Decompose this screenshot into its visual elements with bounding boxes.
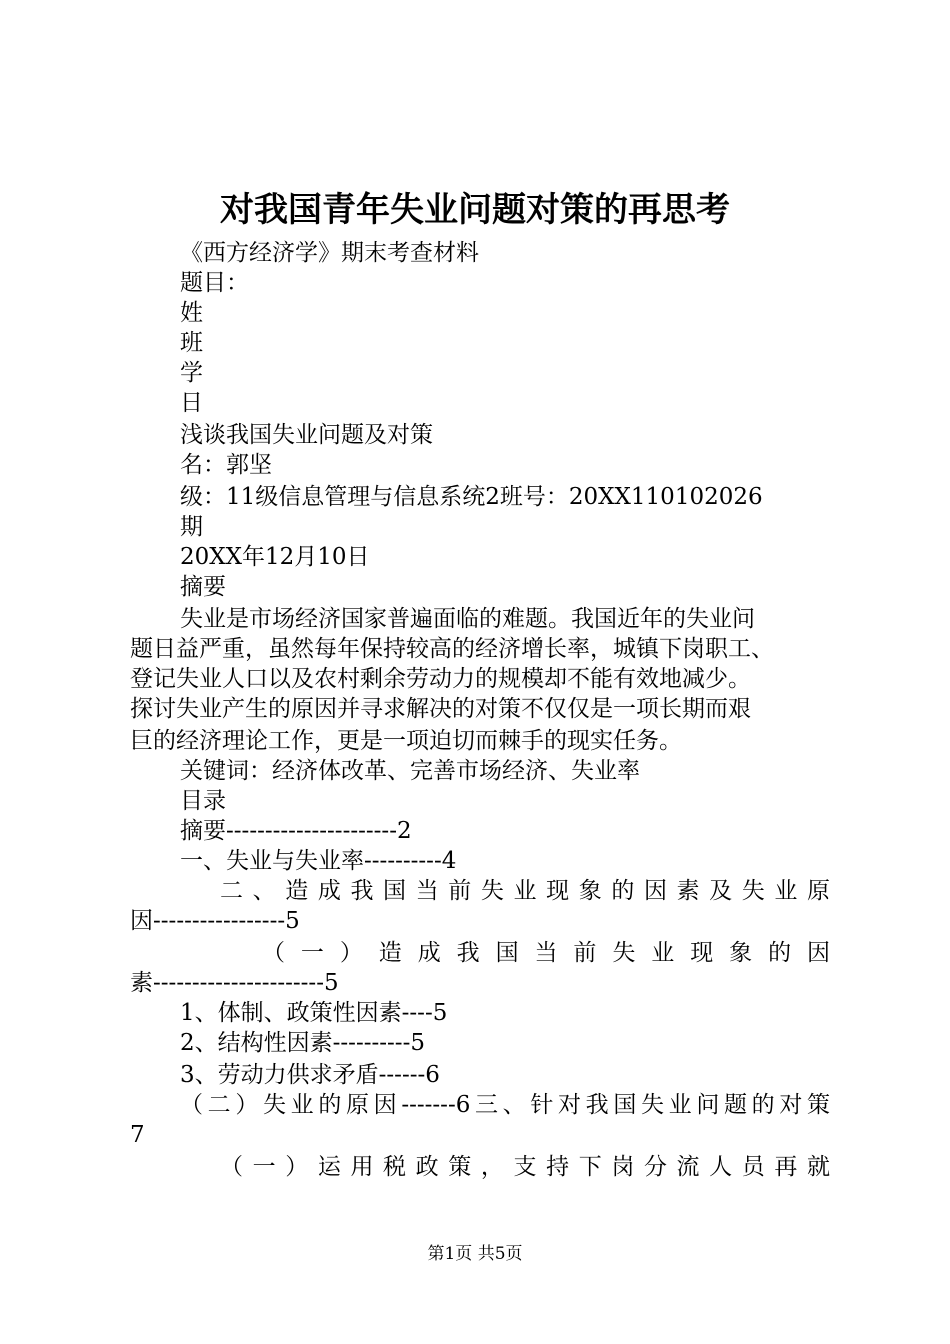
name-label-char: 姓 [180,300,203,326]
toc-entry: 素----------------------5 [130,970,339,996]
toc-entry: 2、结构性因素----------5 [180,1030,425,1056]
topic-value: 浅谈我国失业问题及对策 [180,422,433,448]
toc-entry: 一、失业与失业率----------4 [180,848,457,874]
toc-entry: 3、劳动力供求矛盾------6 [180,1062,440,1088]
document-title: 对我国青年失业问题对策的再思考 [220,190,730,230]
toc-entry: （一）运用税政策，支持下岗分流人员再就 [220,1154,830,1180]
abstract-heading: 摘要 [180,574,226,600]
abstract-line: 题日益严重，虽然每年保持较高的经济增长率，城镇下岗职工、 [130,636,774,662]
topic-label: 题目： [180,270,249,296]
student-label-char: 学 [180,360,203,386]
toc-entry: 因-----------------5 [130,908,300,934]
abstract-line: 探讨失业产生的原因并寻求解决的对策不仅仅是一项长期而艰 [130,696,751,722]
abstract-line: 登记失业人口以及农村剩余劳动力的规模却不能有效地减少。 [130,666,751,692]
toc-entry: （二）失业的原因-------6三、针对我国失业问题的对策 [180,1092,830,1118]
class-label-char: 班 [180,330,203,356]
name-value: 名：郭坚 [180,452,272,478]
toc-heading: 目录 [180,788,226,814]
toc-entry: （一）造成我国当前失业现象的因 [262,940,830,966]
toc-entry: 7 [130,1122,145,1148]
date-label-char: 日 [180,390,203,416]
abstract-line: 失业是市场经济国家普遍面临的难题。我国近年的失业问 [180,606,755,632]
toc-entry: 二、造成我国当前失业现象的因素及失业原 [220,878,830,904]
toc-entry: 1、体制、政策性因素----5 [180,1000,448,1026]
page-footer: 第1页 共5页 [427,1244,523,1264]
abstract-line: 巨的经济理论工作，更是一项迫切而棘手的现实任务。 [130,728,682,754]
date-label-2: 期 [180,514,203,540]
course-line: 《西方经济学》期末考查材料 [180,240,479,266]
class-value: 级：11级信息管理与信息系统2班号：20XX110102026 [180,484,763,510]
date-value: 20XX年12月10日 [180,544,370,570]
keywords: 关键词：经济体改革、完善市场经济、失业率 [180,758,640,784]
toc-entry: 摘要----------------------2 [180,818,412,844]
